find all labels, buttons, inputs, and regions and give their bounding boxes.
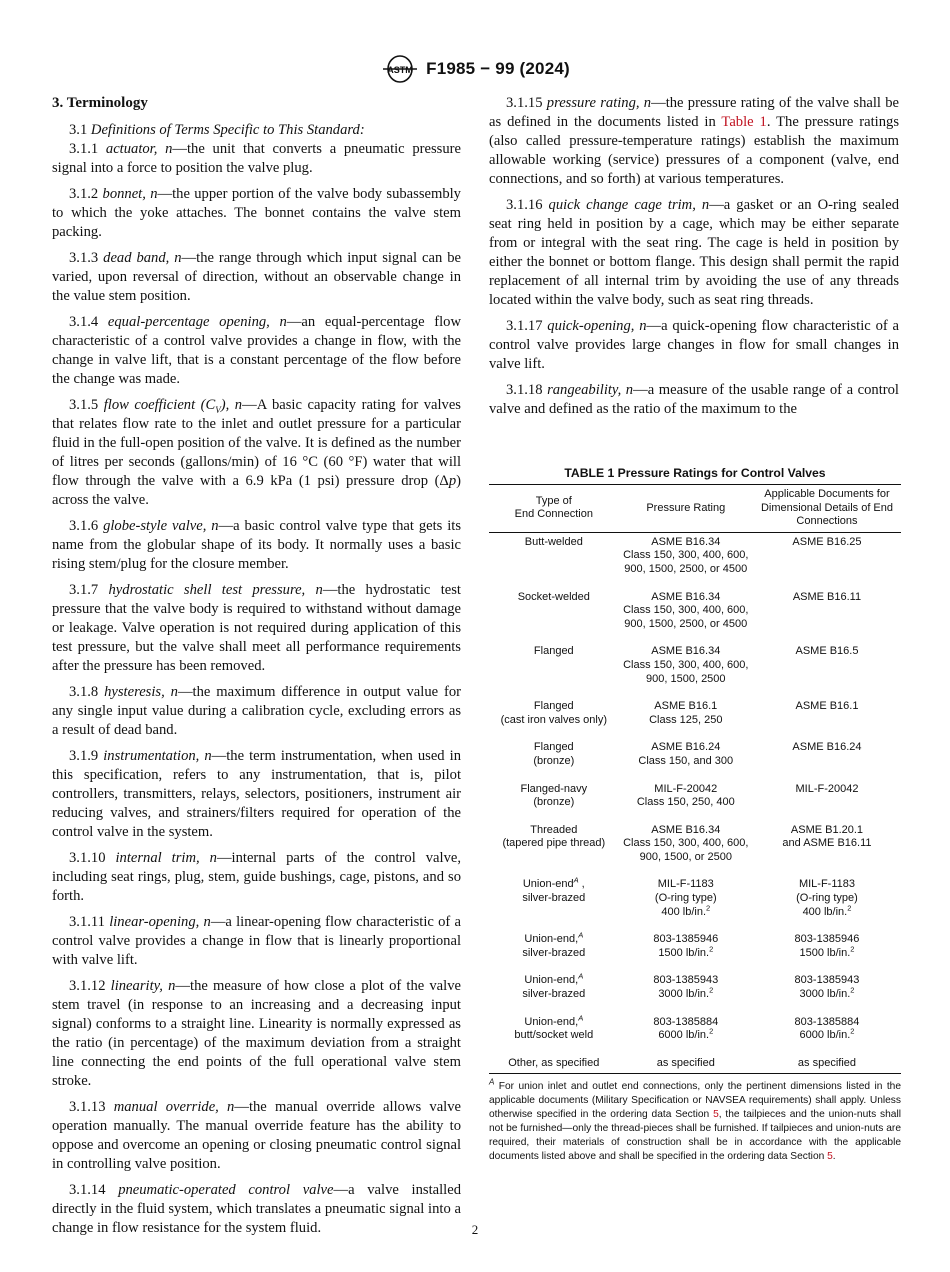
pressure-rating-cell: [619, 532, 753, 576]
definition-number: 3.1.14: [69, 1182, 106, 1198]
definition-term: actuator, n: [105, 141, 173, 157]
cell-line: [621, 783, 751, 797]
cell-text: (cast iron valves only): [500, 713, 607, 726]
cell-line: [621, 851, 751, 865]
definition-number: 3.1.1: [69, 141, 99, 157]
table-row: [489, 1043, 901, 1074]
cell-line: [491, 988, 617, 1002]
definition-term: rangeability, n: [547, 382, 634, 398]
cell-line: [755, 837, 899, 851]
documents-cell: [753, 577, 901, 632]
header-line: Pressure Rating: [646, 501, 726, 514]
table-row: [489, 960, 901, 1001]
cell-line: [755, 944, 899, 961]
cell-text: 803-1385943: [653, 974, 719, 987]
cell-text: Union-end,: [524, 933, 579, 946]
cell-text: silver-brazed: [522, 988, 586, 1001]
cell-line: [621, 903, 751, 920]
cell-text: Union-end,: [524, 1015, 579, 1028]
cell-text: (tapered pipe thread): [502, 837, 606, 850]
cell-text: ASME B16.34: [651, 645, 721, 658]
cell-line: [491, 783, 617, 797]
definition-text: —a gasket or an O-ring sealed seat ring held in position by a cage, which may be either separate from or integral with the seat ring. The cage is held in position by either the bonnet or bottom flange. This design shall permit the rapid replacement of all internal trim by avoiding the use of any threads located within the valve body, such as seat ring threads.: [489, 197, 899, 308]
pressure-rating-cell: [619, 1002, 753, 1043]
cell-text: Class 150, and 300: [638, 754, 734, 767]
definition-paragraph: [52, 249, 461, 306]
cell-line: [491, 824, 617, 838]
table-row: [489, 769, 901, 810]
cell-line: [491, 837, 617, 851]
pressure-rating-cell: [619, 769, 753, 810]
header-line: Applicable Documents for: [764, 488, 890, 500]
definitions-heading: 3.1 Definitions of Terms Specific to This Standard:: [69, 122, 365, 138]
cell-line: [491, 796, 617, 810]
cell-line: [621, 741, 751, 755]
definition-text: —an equal-percentage flow characteristic of a control valve provides a change in flow, with the change in valve lift, that is a constant percentage of the flow before the change was made.: [52, 314, 461, 387]
cell-text: 1500 lb/in.: [658, 946, 710, 959]
cell-text: (O-ring type): [654, 892, 717, 905]
documents-cell: [753, 1043, 901, 1074]
definition-term: bonnet, n: [102, 186, 158, 202]
cell-text: Butt-welded: [524, 535, 583, 548]
cell-text: (bronze): [533, 796, 575, 809]
cell-line: [755, 985, 899, 1002]
cell-line: [755, 1057, 899, 1071]
definition-text: —A basic capacity rating for valves that relates flow rate to the inlet and outlet pressure for a particular fluid in the full-open position of the valve. It is defined as the number of litres per seconds (gallons/min) of 16 °C (60 °F) water that will flow through the valve with a 6.9 kPa (1 psi) pressure drop (Δ: [52, 397, 461, 489]
cell-line: [621, 944, 751, 961]
documents-cell: [753, 810, 901, 865]
cell-text: MIL-F-1183: [798, 878, 855, 891]
cell-line: [491, 700, 617, 714]
svg-text:ASTM: ASTM: [387, 65, 413, 75]
definition-text: —the range through which input signal can be varied, upon reversal of direction, without an observable change in the value stem position.: [52, 250, 461, 304]
definition-text: —the upper portion of the valve body subassembly to which the yoke attaches. The bonnet contains the valve stem packing.: [52, 186, 461, 240]
definition-number: 3.1.4: [69, 314, 99, 330]
astm-logo-icon: [380, 54, 420, 84]
definition-number: 3.1.6: [69, 518, 99, 534]
table-row: [489, 919, 901, 960]
header-pressure-rating: [619, 485, 753, 533]
squared-superscript: 2: [706, 903, 711, 912]
squared-superscript: 2: [709, 985, 714, 995]
pressure-rating-cell: [619, 960, 753, 1001]
cell-line: [755, 892, 899, 906]
section-5-link[interactable]: 5: [713, 1109, 719, 1120]
section-5-link[interactable]: 5: [827, 1151, 833, 1162]
cell-text: ASME B16.24: [792, 741, 862, 754]
cell-text: 803-1385946: [794, 933, 860, 946]
cell-line: [621, 1016, 751, 1030]
definition-text: —the measure of how close a plot of the valve stem travel (in response to an increasing and a decreasing input signal) conforms to a straight line. Linearity is normally expressed as the ratio (in percentage) of the maximum deviation from a straight line connecting the end points of the full operational valve stem stroke.: [52, 978, 461, 1089]
header-applicable-documents: [753, 485, 901, 533]
cell-line: [621, 837, 751, 851]
table-footnote: $^A$ For union inlet and outlet end connections, only the pertinent dimensions listed in the applicable documents (Military Specification or NAVSEA requirements) shall apply. Unless otherwise specified in the ordering data Section 5, the tailpieces and the union-nuts shall not be furnished—only the thread-pieces shall be furnished. If tailpieces and union-nuts are required, their materials of construction shall be in accordance with the applicable documents listed above and shall be specified in the ordering data Section 5.: [489, 1077, 901, 1162]
definition-term: hysteresis, n: [104, 684, 178, 700]
cell-text: ASME B16.5: [795, 645, 859, 658]
cell-line: [491, 1057, 617, 1071]
definition-term-end: ), n: [220, 397, 243, 413]
cell-text: Union-end,: [524, 974, 579, 987]
definition-paragraph: [52, 140, 461, 178]
cell-text: as specified: [797, 1056, 857, 1069]
table-row: [489, 577, 901, 632]
cell-text: Other, as specified: [508, 1056, 600, 1069]
right-column: [489, 94, 899, 426]
cell-text: 803-1385884: [794, 1015, 860, 1028]
definition-text: —a linear-opening flow characteristic of a control valve provides a change in flow that is linearly proportional with valve lift.: [52, 914, 461, 968]
cell-line: [621, 985, 751, 1002]
definition-text: —a measure of the usable range of a control valve and defined as the ratio of the maximum to the: [489, 382, 899, 417]
definition-text: —the unit that converts a pneumatic pressure signal into a force to position the valve plug.: [52, 141, 461, 176]
cell-line: [621, 824, 751, 838]
cell-line: [755, 700, 899, 714]
cell-line: [621, 604, 751, 618]
definition-term: quick change cage trim, n: [548, 197, 710, 213]
page-number: 2: [471, 1222, 479, 1237]
definition-paragraph: [52, 977, 461, 1091]
cell-text: 803-1385946: [653, 933, 719, 946]
squared-superscript: 2: [850, 944, 855, 954]
definition-term: dead band, n: [103, 250, 182, 266]
cell-text: ASME B16.24: [651, 741, 721, 754]
cell-line: [621, 933, 751, 947]
cell-line: [621, 714, 751, 728]
documents-cell: [753, 769, 901, 810]
cell-line: [755, 878, 899, 892]
cell-line: [621, 1026, 751, 1043]
cell-text: 900, 1500, 2500, or 4500: [624, 617, 748, 630]
cell-text: Flanged-navy: [520, 782, 588, 795]
pressure-rating-cell: [619, 1043, 753, 1074]
cell-text: ASME B16.1: [795, 700, 859, 713]
cell-line: [621, 892, 751, 906]
left-definitions-list: [52, 140, 461, 1238]
definition-paragraph: [52, 683, 461, 740]
cell-text: MIL-F-20042: [795, 782, 859, 795]
documents-cell: [753, 631, 901, 686]
cell-line: [755, 933, 899, 947]
documents-cell: [753, 919, 901, 960]
definition-term: pressure rating, n: [546, 95, 652, 111]
cell-text: ASME B16.11: [792, 590, 862, 603]
cell-text: ASME B16.34: [651, 590, 721, 603]
definition-number: 3.1.12: [69, 978, 106, 994]
cell-text: 3000 lb/in.: [799, 988, 851, 1001]
cell-text: 400 lb/in.: [802, 905, 848, 918]
definition-paragraph: [489, 94, 899, 189]
cell-line: [621, 536, 751, 550]
footnote-ref: A: [578, 971, 584, 981]
cell-text: MIL-F-1183: [657, 878, 714, 891]
cell-text: Class 150, 300, 400, 600,: [623, 549, 749, 562]
end-connection-cell: [489, 631, 619, 686]
table-row: [489, 532, 901, 576]
cell-line: [755, 591, 899, 605]
definition-paragraph: [52, 313, 461, 389]
cell-text: ASME B1.20.1: [790, 823, 864, 836]
cell-text: ASME B16.34: [651, 535, 721, 548]
definition-term: instrumentation, n: [103, 748, 212, 764]
table-row: [489, 864, 901, 919]
header-line: Connections: [796, 515, 858, 528]
cell-line: [621, 878, 751, 892]
definition-paragraph: [52, 396, 461, 510]
end-connection-cell: [489, 769, 619, 810]
cell-line: [621, 700, 751, 714]
definition-number: 3.1.3: [69, 250, 99, 266]
cell-text: (O-ring type): [796, 892, 858, 905]
cell-line: [755, 741, 899, 755]
end-connection-cell: [489, 577, 619, 632]
definition-text-end: . The pressure ratings (also called pressure-temperature ratings) establish the maximum allowable working (service) pressures of a component (valve, end connections, and so forth) at various temperatures.: [489, 114, 899, 187]
cell-line: [621, 549, 751, 563]
definition-number: 3.1.9: [69, 748, 99, 764]
cell-line: [491, 930, 617, 947]
definition-number: 3.1.16: [506, 197, 543, 213]
end-connection-cell: [489, 864, 619, 919]
cell-text: Class 150, 300, 400, 600,: [623, 604, 749, 617]
cell-text: 6000 lb/in.: [658, 1029, 710, 1042]
cell-text: 803-1385943: [794, 974, 860, 987]
table-1-link[interactable]: Table 1: [721, 114, 767, 130]
pressure-rating-cell: [619, 631, 753, 686]
document-designation: F1985 − 99 (2024): [426, 59, 570, 78]
documents-cell: [753, 864, 901, 919]
definition-text: —the pressure rating of the valve shall be as defined in the documents listed in: [489, 95, 899, 130]
end-connection-cell: [489, 532, 619, 576]
cell-line: [755, 1016, 899, 1030]
table-title: TABLE 1 Pressure Ratings for Control Valves: [564, 466, 826, 480]
definition-term: internal trim, n: [115, 850, 217, 866]
definition-italic: p: [448, 473, 457, 489]
cell-text: 400 lb/in.: [661, 905, 707, 918]
cell-line: [755, 783, 899, 797]
definition-term: flow coefficient (C: [103, 397, 216, 413]
pressure-rating-cell: [619, 810, 753, 865]
cell-line: [621, 673, 751, 687]
header-line: End Connection: [514, 508, 593, 521]
cell-line: [491, 645, 617, 659]
cell-text: 6000 lb/in.: [799, 1029, 851, 1042]
documents-cell: [753, 532, 901, 576]
definition-text: —the hydrostatic test pressure that the valve body is required to withstand without damage or leakage. Valve operation is not required during application of this test pressure, but the valve shall meet all performance requirements after the pressure has been removed.: [52, 582, 461, 674]
cell-line: [755, 824, 899, 838]
cell-text: silver-brazed: [522, 892, 586, 905]
definition-paragraph: [52, 849, 461, 906]
table-row: [489, 810, 901, 865]
documents-cell: [753, 960, 901, 1001]
header-line: Type of: [535, 494, 572, 507]
squared-superscript: 2: [709, 944, 714, 954]
cell-text: 1500 lb/in.: [799, 946, 851, 959]
end-connection-cell: [489, 1002, 619, 1043]
definition-term: pneumatic-operated control valve: [118, 1182, 334, 1198]
cell-text: 900, 1500, 2500: [646, 672, 726, 685]
cell-text: Class 150, 300, 400, 600,: [623, 658, 749, 671]
definition-term: globe-style valve, n: [103, 518, 219, 534]
end-connection-cell: [489, 919, 619, 960]
definition-term: quick-opening, n: [547, 318, 647, 334]
documents-cell: [753, 1002, 901, 1043]
footnote-ref: A: [578, 1012, 584, 1022]
end-connection-cell: [489, 810, 619, 865]
cell-text: and ASME B16.11: [782, 837, 872, 850]
pressure-rating-cell: [619, 727, 753, 768]
definition-text: —the term instrumentation, when used in this specification, refers to any instrumentation, that is, pilot controllers, transmitters, relays, selectors, positioners, instrument air reducing valves, and strainers/filters required for operation of the control valve in the system.: [52, 748, 461, 840]
definition-number: 3.1.17: [506, 318, 543, 334]
cell-text: butt/socket weld: [514, 1029, 594, 1042]
table-row: [489, 1002, 901, 1043]
cell-line: [491, 1029, 617, 1043]
definition-number: 3.1.2: [69, 186, 99, 202]
cell-text: ASME B16.25: [792, 535, 862, 548]
cell-text: ASME B16.34: [651, 823, 721, 836]
definition-number: 3.1.7: [69, 582, 99, 598]
cell-line: [491, 1012, 617, 1030]
cell-text: (bronze): [533, 754, 575, 767]
cell-text: Class 150, 300, 400, 600,: [623, 837, 749, 850]
definition-text: —the maximum difference in output value for any single input value during a calibration cycle, excluding errors as a result of dead band.: [52, 684, 462, 738]
footnote-ref: A: [578, 930, 584, 940]
cell-text: ASME B16.1: [654, 700, 718, 713]
cell-text: Union-end: [522, 878, 574, 891]
cell-line: [491, 892, 617, 906]
cell-line: [491, 536, 617, 550]
definition-paragraph: [52, 1098, 461, 1174]
cell-text: 900, 1500, 2500, or 4500: [624, 562, 748, 575]
end-connection-cell: [489, 727, 619, 768]
pressure-rating-cell: [619, 864, 753, 919]
header-end-connection: [489, 485, 619, 533]
definition-term: hydrostatic shell test pressure, n: [108, 582, 323, 598]
cell-text: Socket-welded: [517, 590, 590, 603]
cell-line: [621, 563, 751, 577]
cell-text: Class 150, 250, 400: [636, 796, 735, 809]
cell-line: [755, 536, 899, 550]
cell-text: Threaded: [530, 823, 578, 836]
cell-text: as specified: [656, 1056, 715, 1069]
definition-text: —internal parts of the control valve, including seat rings, plug, stem, guide bushings, cage, pistons, and so forth.: [52, 850, 462, 904]
definition-number: 3.1.5: [69, 397, 99, 413]
cell-line: [755, 645, 899, 659]
cell-line: [755, 974, 899, 988]
definition-text: —a basic control valve type that gets its name from the globular shape of its body. It normally uses a basic rising stem/plug for the closure member.: [52, 518, 461, 572]
table-row: [489, 727, 901, 768]
definition-number: 3.1.10: [69, 850, 106, 866]
footnote-ref: A: [573, 875, 579, 885]
squared-superscript: 2: [847, 903, 852, 912]
term-subscript: V: [215, 404, 221, 415]
definition-text: —a valve installed directly in the fluid system, which translates a pneumatic signal into a change in flow resistance for the system fluid.: [52, 1182, 461, 1236]
end-connection-cell: [489, 1043, 619, 1074]
end-connection-cell: [489, 686, 619, 727]
cell-line: [491, 591, 617, 605]
cell-line: [491, 971, 617, 988]
header-line: Dimensional Details of End: [760, 501, 894, 514]
pressure-rating-cell: [619, 577, 753, 632]
definition-paragraph: [52, 185, 461, 242]
cell-text-end: ,: [578, 878, 585, 891]
definition-number: 3.1.11: [69, 914, 105, 930]
squared-superscript: 2: [850, 1026, 855, 1036]
definition-number: 3.1.8: [69, 684, 99, 700]
pressure-rating-cell: [619, 686, 753, 727]
left-column: [52, 94, 461, 1245]
definition-paragraph: [489, 317, 899, 374]
cell-line: [491, 714, 617, 728]
cell-text: Flanged: [533, 700, 574, 713]
definition-paragraph: [52, 517, 461, 574]
definition-paragraph: [489, 381, 899, 419]
cell-line: [621, 591, 751, 605]
definition-number: 3.1.13: [69, 1099, 106, 1115]
cell-line: [491, 755, 617, 769]
documents-cell: [753, 727, 901, 768]
cell-line: [621, 755, 751, 769]
table-row: [489, 631, 901, 686]
definition-paragraph: [52, 747, 461, 842]
section-heading: 3. Terminology: [52, 95, 148, 111]
definition-term: linearity, n: [110, 978, 176, 994]
cell-text: silver-brazed: [522, 946, 586, 959]
documents-cell: [753, 686, 901, 727]
cell-text: Flanged: [533, 645, 574, 658]
footnote-mark: A: [489, 1077, 495, 1087]
cell-line: [621, 1057, 751, 1071]
definition-paragraph: [52, 913, 461, 970]
definition-number: 3.1.18: [506, 382, 543, 398]
definition-paragraph: [52, 581, 461, 676]
page-header: [0, 54, 950, 84]
pressure-rating-cell: [619, 919, 753, 960]
table-header-row: [489, 485, 901, 533]
right-definitions-list: [489, 94, 899, 419]
cell-text: 900, 1500, or 2500: [639, 850, 732, 863]
cell-line: [491, 741, 617, 755]
definition-term: equal-percentage opening, n: [107, 314, 287, 330]
end-connection-cell: [489, 960, 619, 1001]
cell-line: [621, 645, 751, 659]
squared-superscript: 2: [850, 985, 855, 995]
squared-superscript: 2: [709, 1026, 714, 1036]
cell-line: [621, 659, 751, 673]
definition-text: —the manual override allows valve operation manually. The manual override feature has the ability to oppose and overcome an opening or closing pneumatic control signal in controlling valve position.: [52, 1099, 461, 1172]
cell-line: [491, 947, 617, 961]
cell-line: [755, 903, 899, 920]
definition-term: manual override, n: [113, 1099, 235, 1115]
cell-text: 803-1385884: [653, 1015, 719, 1028]
pressure-ratings-table: [489, 484, 901, 1074]
definition-number: 3.1.15: [506, 95, 543, 111]
cell-line: [621, 796, 751, 810]
cell-line: [755, 1026, 899, 1043]
cell-text: Flanged: [533, 741, 574, 754]
table-row: [489, 686, 901, 727]
cell-text: MIL-F-20042: [654, 782, 718, 795]
definition-text-end: ) across the valve.: [52, 473, 461, 508]
cell-text: 3000 lb/in.: [658, 988, 710, 1001]
cell-line: [621, 618, 751, 632]
cell-text: Class 125, 250: [649, 713, 723, 726]
cell-line: [621, 974, 751, 988]
definition-term: linear-opening, n: [109, 914, 211, 930]
definition-paragraph: [489, 196, 899, 310]
definition-text: —a quick-opening flow characteristic of a control valve provides large changes in flow for small changes in valve lift.: [489, 318, 899, 372]
cell-line: [491, 875, 617, 892]
